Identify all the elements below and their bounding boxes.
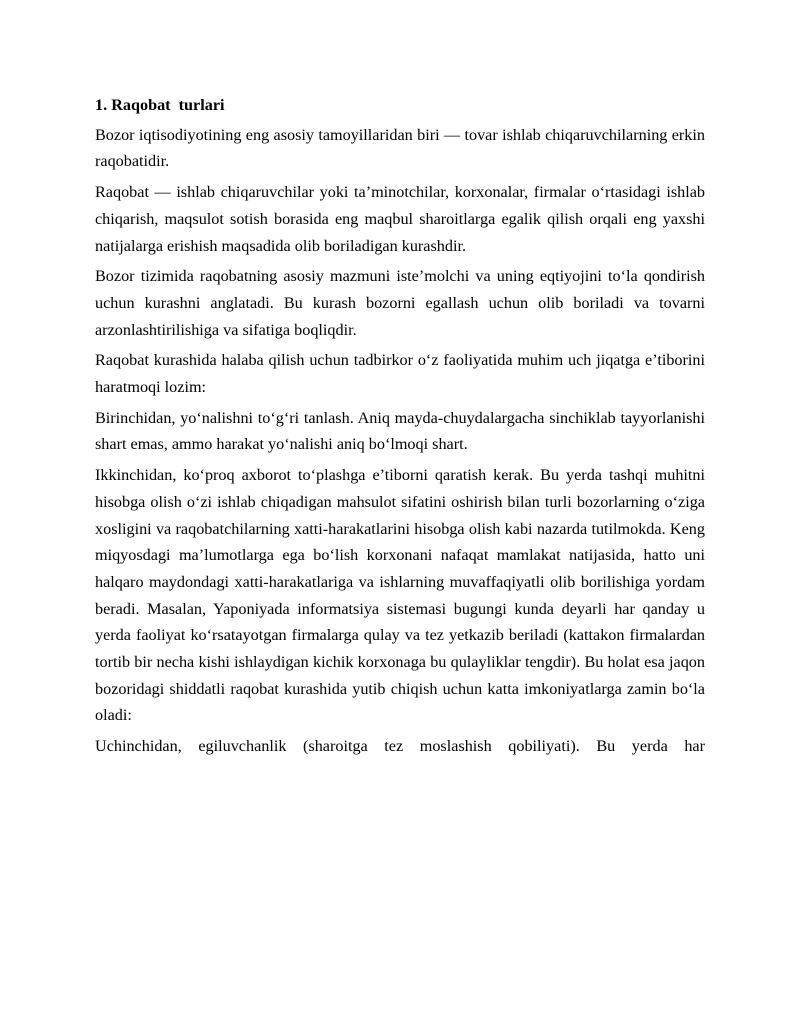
paragraph-1: Bozor iqtisodiyotining eng asosiy tamoyillaridan biri — tovar ishlab chiqaruvchilarning erkin raqobatidir. xyxy=(95,125,705,171)
paragraph-7: Uchinchidan, egiluvchanlik (sharoitga tez moslashish qobiliyati). Bu yerda har xyxy=(95,737,705,756)
paragraph-6: Ikkinchidan, ko‘proq axborot to‘plashga e’tiborni qaratish kerak. Bu yerda tashqi muhitni hisobga olish o‘zi ishlab chiqadigan mahsulot sifatini oshirish bilan turli bozorlarning o‘ziga xosligini va raqobatchilarning xatti-harakatlarini hisobga olish kabi nazarda tutilmokda. Keng miqyosdagi ma’lumotlarga ega bo‘lish korxonani nafaqat mamlakat natijasida, hatto uni halqaro maydondagi xatti-harakatlariga va ishlarning muvaffaqiyatli olib borilishiga yordam beradi. Masalan, Yaponiyada informatsiya sistemasi bugungi kunda deyarli har qanday u yerda faoliyat ko‘rsatayotgan firmalarga qulay va tez yetkazib beriladi (kattakon firmalardan tortib bir necha kishi ishlaydigan kichik korxonaga bu qulayliklar tengdir). Bu holat esa jaqon bozoridagi shiddatli raqobat kurashida yutib chiqish uchun katta imkoniyatlarga zamin bo‘la oladi: xyxy=(95,466,705,725)
paragraph-5: Birinchidan, yo‘nalishni to‘g‘ri tanlash. Aniq mayda-chuydalargacha sinchiklab tayyorlanishi shart emas, ammo harakat yo‘nalishi aniq bo‘lmoqi shart. xyxy=(95,408,705,454)
paragraph-4: Raqobat kurashida halaba qilish uchun tadbirkor o‘z faoliyatida muhim uch jiqatga e’tiborini haratmoqi lozim: xyxy=(95,351,705,397)
paragraph-3: Bozor tizimida raqobatning asosiy mazmuni iste’molchi va uning eqtiyojini to‘la qondirish uchun kurashni anglatadi. Bu kurash bozorni egallash uchun olib boriladi va tovarni arzonlashtirilishiga va sifatiga boqliqdir. xyxy=(95,267,705,339)
document-body xyxy=(95,92,705,764)
section-heading: 1. Raqobat turlari xyxy=(95,96,225,114)
paragraph-2: Raqobat — ishlab chiqaruvchilar yoki ta’minotchilar, korxonalar, firmalar o‘rtasidagi ishlab chiqarish, maqsulot sotish borasida eng maqbul sharoitlarga egalik qilish orqali eng yaxshi natijalarga erishish maqsadida olib boriladigan kurashdir. xyxy=(95,183,705,255)
